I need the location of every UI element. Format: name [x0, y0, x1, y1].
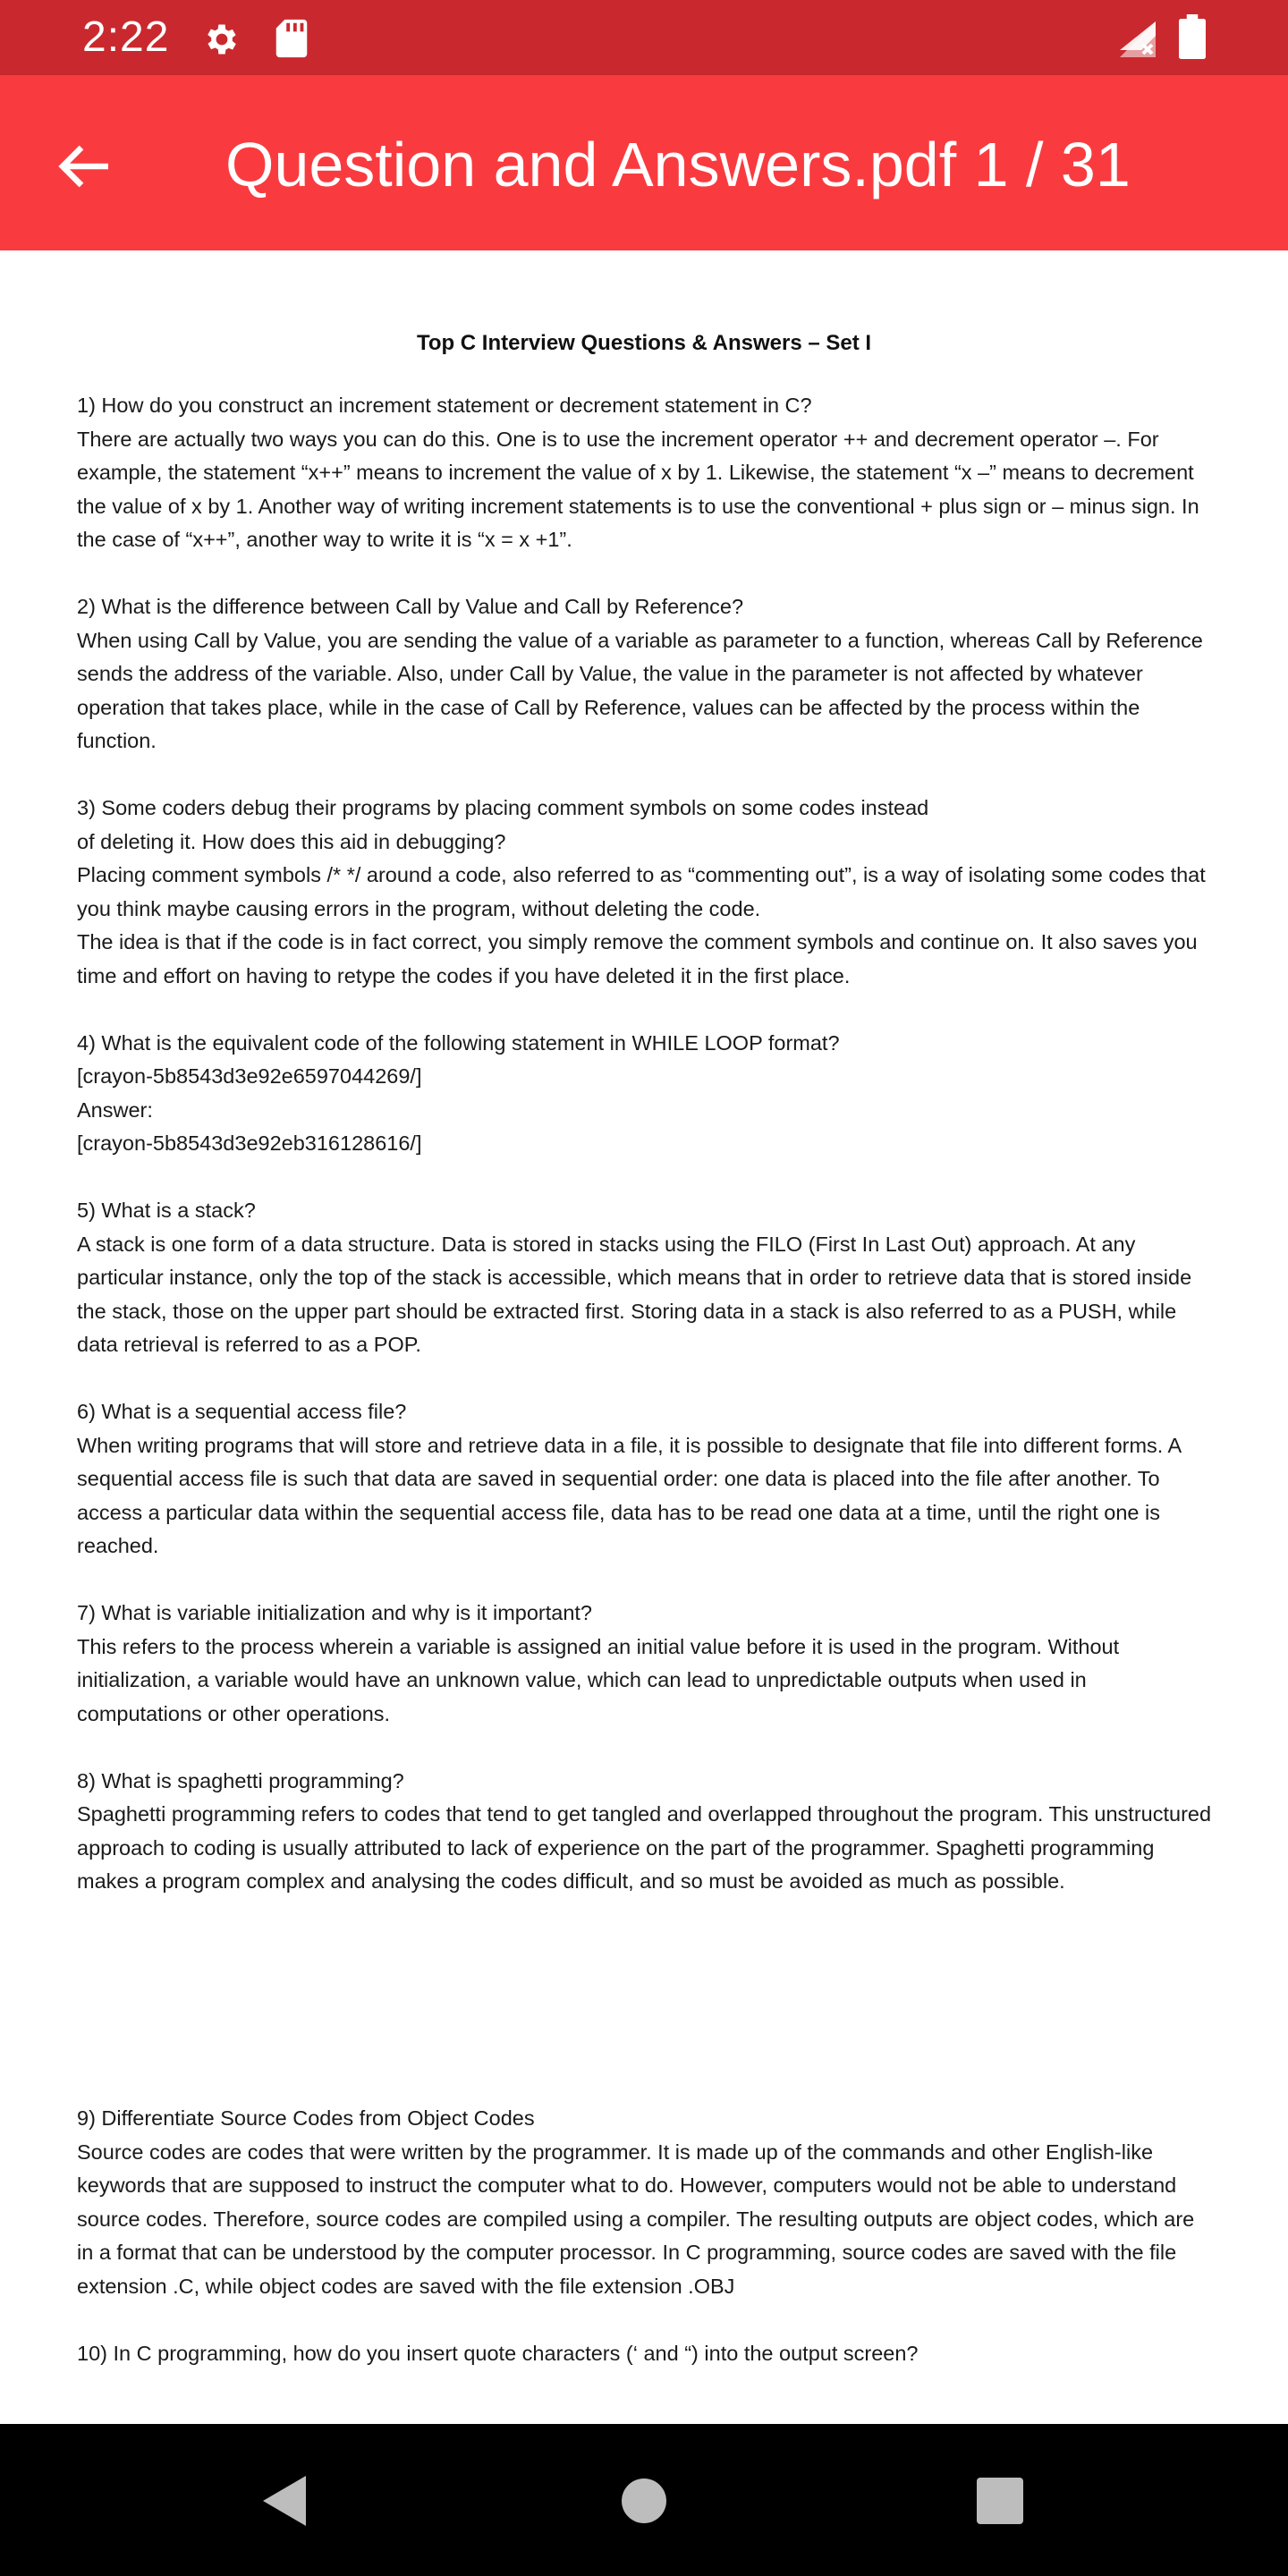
- answer-7: This refers to the process wherein a variable is assigned an initial value before it is used in the program. Without initialization, a variable would have an unknown value, which can lead to unpredictable outputs when used in computations or other operations.: [77, 1634, 1120, 1725]
- answer-9: Source codes are codes that were written by the programmer. It is made up of the commands and other English-like keywords that are supposed to instruct the computer what to do. However, computers would not be able to understand source codes. Therefore, source codes are compiled using a compiler. The resulting outputs are object codes, which are in a format that can be understood by the computer processor. In C programming, source codes are saved with the file extension .C, while object codes are saved with the file extension .OBJ: [77, 2140, 1195, 2298]
- answer-6: When writing programs that will store and retrieve data in a file, it is possible to designate that file into different forms. A sequential access file is such that data are saved in sequential order: one data is placed into the file after another. To access a particular data within the sequential access file, data has to be read one data at a time, until the right one is reached.: [77, 1433, 1181, 1557]
- gear-icon: [202, 20, 242, 64]
- status-bar: [0, 0, 1288, 75]
- back-triangle-icon: [259, 2474, 309, 2528]
- nav-recents-button[interactable]: [977, 2478, 1023, 2524]
- home-circle-icon: [621, 2478, 667, 2524]
- nav-home-button[interactable]: [621, 2478, 667, 2524]
- qa-item-1: [77, 389, 1213, 557]
- question-5: 5) What is a stack?: [77, 1199, 256, 1222]
- question-10: 10) In C programming, how do you insert quote characters (‘ and “) into the output screen?: [77, 2341, 919, 2365]
- question-4: 4) What is the equivalent code of the following statement in WHILE LOOP format?: [77, 1030, 840, 1055]
- question-3-line-2: of deleting it. How does this aid in debugging?: [77, 829, 506, 853]
- sd-card-icon: [274, 18, 309, 64]
- back-button[interactable]: [52, 134, 116, 199]
- answer-1: There are actually two ways you can do this. One is to use the increment operator ++ and decrement operator –. For example, the statement “x++” means to increment the value of x by 1. Likewise, the statement “x –” means to decrement the value of x by 1. Another way of writing increment statements is to use the conventional + plus sign or – minus sign. In the case of “x++”, another way to write it is “x = x +1”.: [77, 427, 1199, 551]
- answer-2: When using Call by Value, you are sending the value of a variable as parameter to a function, whereas Call by Reference sends the address of the variable. Also, under Call by Value, the value in the parameter is not affected by whatever operation that takes place, while in the case of Call by Reference, values can be affected by the process within the function.: [77, 628, 1203, 752]
- question-1: 1) How do you construct an increment statement or decrement statement in C?: [77, 394, 812, 417]
- signal-no-data-icon: [1116, 18, 1159, 65]
- question-9: 9) Differentiate Source Codes from Object Codes: [77, 2106, 535, 2130]
- battery-icon: [1179, 14, 1206, 64]
- qa-item-6: [77, 1395, 1213, 1563]
- question-8: 8) What is spaghetti programming?: [77, 1768, 404, 1792]
- answer-5: A stack is one form of a data structure. Data is stored in stacks using the FILO (First In Last Out) approach. At any particular instance, only the top of the stack is accessible, which means that in order to retrieve data that is stored inside the stack, those on the upper part should be extracted first. Storing data in a stack is also referred to as a PUSH, while data retrieval is referred to as a POP.: [77, 1232, 1192, 1356]
- qa-item-10: [77, 2337, 1213, 2371]
- navigation-bar: [0, 2424, 1288, 2576]
- question-3-line-1: 3) Some coders debug their programs by placing comment symbols on some codes instead: [77, 796, 929, 819]
- answer-4-label: Answer:: [77, 1097, 153, 1122]
- answer-3-part-1: Placing comment symbols /* */ around a code, also referred to as “commenting out”, is a way of isolating some codes that you think maybe causing errors in the program, without deleting the code.: [77, 863, 1206, 920]
- document-body: [77, 389, 1213, 2404]
- page-title: Question and Answers.pdf 1 / 31: [225, 130, 1131, 199]
- answer-3-part-2: The idea is that if the code is in fact correct, you simply remove the comment symbols and continue on. It also saves you time and effort on having to retype the codes if you have deleted it in the first place.: [77, 930, 1198, 987]
- qa-item-4: [77, 1027, 1213, 1161]
- answer-8: Spaghetti programming refers to codes that tend to get tangled and overlapped throughout the program. This unstructured approach to coding is usually attributed to lack of experience on the part of the programmer. Spaghetti programming makes a program complex and analysing the codes difficult, and so must be avoided as much as possible.: [77, 1802, 1212, 1893]
- qa-item-3: [77, 792, 1213, 993]
- qa-item-5: [77, 1194, 1213, 1362]
- status-time: 2:22: [82, 13, 170, 61]
- nav-back-button[interactable]: [259, 2474, 309, 2528]
- document-title: Top C Interview Questions & Answers – Set I: [416, 331, 872, 355]
- qa-item-7: [77, 1597, 1213, 1731]
- recents-square-icon: [977, 2478, 1023, 2524]
- code-placeholder-2: [crayon-5b8543d3e92eb316128616/]: [77, 1131, 422, 1155]
- question-2: 2) What is the difference between Call by Value and Call by Reference?: [77, 595, 744, 618]
- qa-item-8: [77, 1765, 1213, 1899]
- question-6: 6) What is a sequential access file?: [77, 1400, 407, 1423]
- pdf-page[interactable]: [0, 250, 1288, 2424]
- qa-item-2: [77, 590, 1213, 758]
- arrow-left-icon: [52, 134, 116, 199]
- code-placeholder-1: [crayon-5b8543d3e92e6597044269/]: [77, 1064, 422, 1088]
- app-bar: [0, 75, 1288, 250]
- blank-space: [77, 1932, 1213, 2102]
- qa-item-9: [77, 2102, 1213, 2303]
- question-7: 7) What is variable initialization and why is it important?: [77, 1601, 593, 1624]
